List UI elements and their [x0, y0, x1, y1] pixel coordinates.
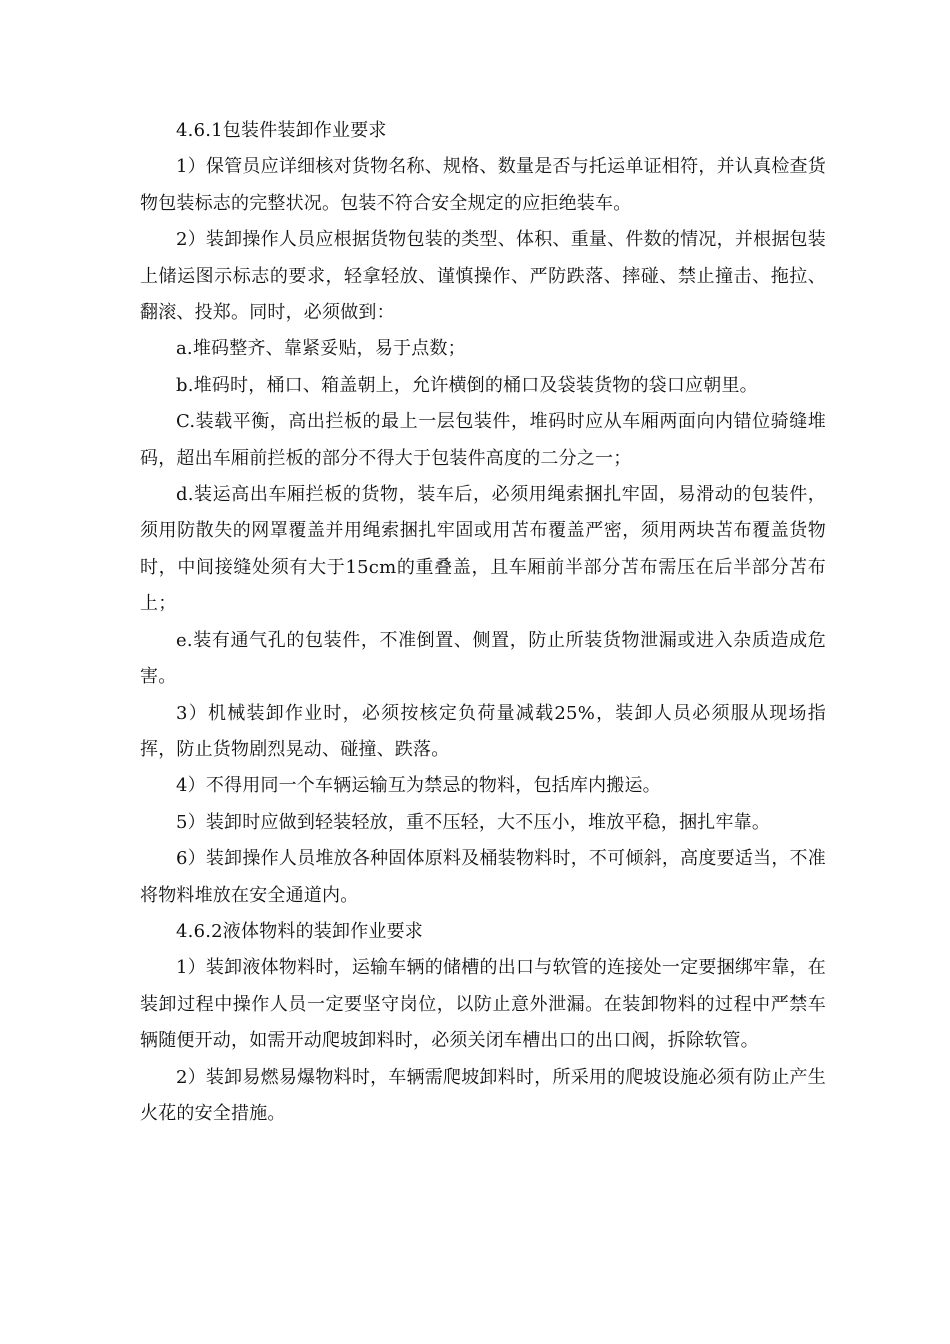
paragraph-item-b: b.堆码时，桶口、箱盖朝上，允许横倒的桶口及袋装货物的袋口应朝里。 — [176, 374, 758, 396]
paragraph-liquid-item-1: 1）装卸液体物料时，运输车辆的储槽的出口与软管的连接处一定要捆绑牢靠，在装卸过程中操作人员一定要坚守岗位，以防止意外泄漏。在装卸物料的过程中严禁车辆随便开动，如需开动爬坡卸料时，必须关闭车槽出口的出口阀，拆除软管。 — [140, 957, 826, 1052]
paragraph-item-6: 6）装卸操作人员堆放各种固体原料及桶装物料时，不可倾斜，高度要适当，不准将物料堆放在安全通道内。 — [140, 848, 826, 906]
paragraph-item-a: a.堆码整齐、靠紧妥贴，易于点数； — [176, 338, 466, 360]
paragraph-item-3: 3）机械装卸作业时，必须按核定负荷量减载25%，装卸人员必须服从现场指挥，防止货物剧烈晃动、碰撞、跌落。 — [140, 702, 826, 760]
section-heading-4-6-2: 4.6.2液体物料的装卸作业要求 — [176, 920, 423, 942]
paragraph-liquid-item-2: 2）装卸易燃易爆物料时，车辆需爬坡卸料时，所采用的爬坡设施必须有防止产生火花的安全措施。 — [140, 1066, 826, 1124]
paragraph-item-1: 1）保管员应详细核对货物名称、规格、数量是否与托运单证相符，并认真检查货物包装标志的完整状况。包装不符合安全规定的应拒绝装车。 — [140, 156, 826, 214]
section-heading-4-6-1: 4.6.1包装件装卸作业要求 — [176, 120, 387, 141]
paragraph-item-4: 4）不得用同一个车辆运输互为禁忌的物料，包括库内搬运。 — [176, 775, 661, 797]
paragraph-item-2: 2）装卸操作人员应根据货物包装的类型、体积、重量、件数的情况，并根据包装上储运图示标志的要求，轻拿轻放、谨慎操作、严防跌落、摔碰、禁止撞击、拖拉、翻滚、投郑。同时，必须做到： — [140, 229, 826, 324]
paragraph-item-c: C.装载平衡，高出拦板的最上一层包装件，堆码时应从车厢两面向内错位骑缝堆码，超出车厢前拦板的部分不得大于包装件高度的二分之一； — [140, 411, 826, 469]
paragraph-item-e: e.装有通气孔的包装件，不准倒置、侧置，防止所装货物泄漏或进入杂质造成危害。 — [140, 629, 826, 688]
document-body — [140, 113, 826, 1132]
paragraph-item-5: 5）装卸时应做到轻装轻放，重不压轻，大不压小，堆放平稳，捆扎牢靠。 — [176, 811, 771, 833]
paragraph-item-d: d.装运高出车厢拦板的货物，装车后，必须用绳索捆扎牢固，易滑动的包装件，须用防散失的网罩覆盖并用绳索捆扎牢固或用苫布覆盖严密，须用两块苫布覆盖货物时，中间接缝处须有大于15cm的重叠盖，且车厢前半部分苫布需压在后半部分苫布上； — [140, 484, 826, 615]
